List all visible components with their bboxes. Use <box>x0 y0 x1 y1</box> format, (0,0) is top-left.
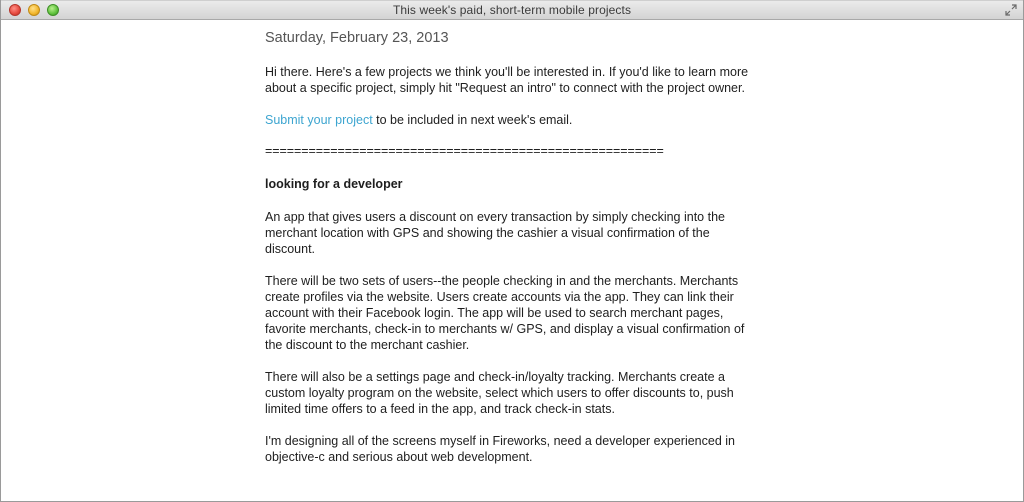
submit-project-suffix: to be included in next week's email. <box>372 113 573 127</box>
submit-project-line <box>265 112 755 128</box>
email-body <box>265 20 755 465</box>
intro-paragraph: Hi there. Here's a few projects we think you'll be interested in. If you'd like to learn more about a specific project, simply hit "Request an intro" to connect with the project owner. <box>265 65 749 95</box>
email-date: Saturday, February 23, 2013 <box>265 30 449 46</box>
project-title: looking for a developer <box>265 177 403 191</box>
submit-project-link[interactable]: Submit your project <box>265 113 373 127</box>
window-title: This week's paid, short-term mobile projects <box>392 3 632 17</box>
separator-line: ======================================================= <box>265 144 664 158</box>
project-paragraph: I'm designing all of the screens myself in Fireworks, need a developer experienced in objective-c and serious about web development. <box>265 434 735 464</box>
project-paragraph: An app that gives users a discount on every transaction by simply checking into the merchant location with GPS and showing the cashier a visual confirmation of the discount. <box>265 210 725 256</box>
project-paragraph: There will be two sets of users--the people checking in and the merchants. Merchants create profiles via the website. Users create accounts via the app. They can link their account with their Facebook login. The app will be used to search merchant pages, favorite merchants, check-in to merchants w/ GPS, and display a visual confirmation of the discount to the merchant cashier. <box>265 274 745 352</box>
title-bar[interactable] <box>1 0 1023 20</box>
fullscreen-icon[interactable] <box>1005 4 1017 16</box>
project-paragraph: There will also be a settings page and check-in/loyalty tracking. Merchants create a custom loyalty program on the website, select which users to offer discounts to, push limited time offers to a feed in the app, and track check-in stats. <box>265 370 734 416</box>
